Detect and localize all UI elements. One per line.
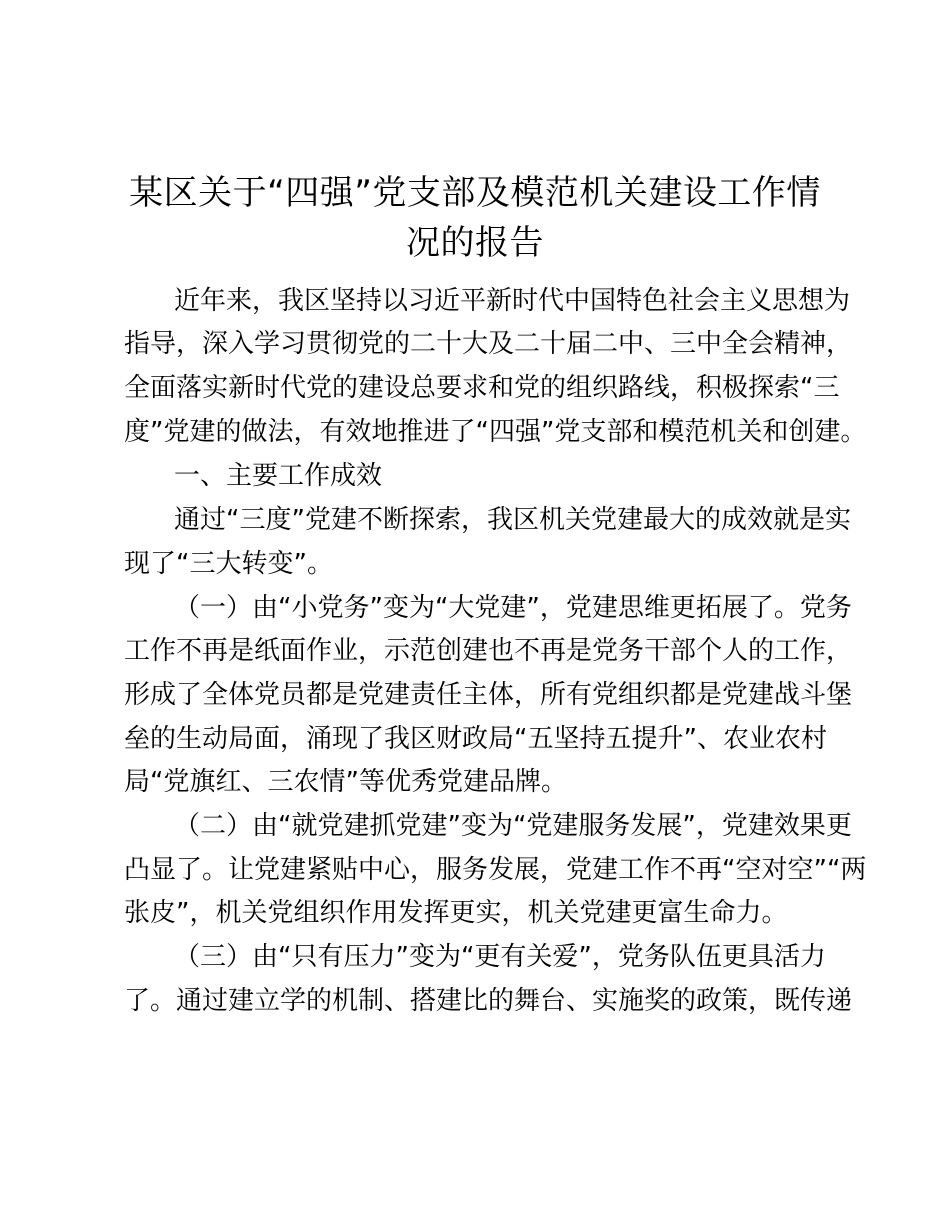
body-line: 垒的生动局面，涌现了我区财政局“五坚持五提升”、农业农村 (124, 724, 827, 754)
body-line: 度”党建的做法，有效地推进了“四强”党支部和模范机关和创建。 (124, 417, 867, 447)
body-line: 局“党旗红、三农情”等优秀党建品牌。 (124, 767, 567, 797)
title-line-2: 况的报告 (406, 223, 544, 263)
body-line: 通过“三度”党建不断探索，我区机关党建最大的成效就是实 (174, 505, 851, 535)
body-line: 工作不再是纸面作业，示范创建也不再是党务干部个人的工作， (124, 636, 853, 666)
body-line: 凸显了。让党建紧贴中心，服务发展，党建工作不再“空对空”“两 (124, 855, 867, 885)
body-line: 了。通过建立学的机制、搭建比的舞台、实施奖的政策，既传递 (124, 986, 853, 1016)
body-line: （二）由“就党建抓党建”变为“党建服务发展”，党建效果更 (174, 811, 852, 841)
section-heading: 一、主要工作成效 (174, 461, 383, 491)
body-line: 近年来，我区坚持以习近平新时代中国特色社会主义思想为 (174, 286, 851, 316)
body-line: （三）由“只有压力”变为“更有关爱”，党务队伍更具活力 (174, 942, 826, 972)
body-line: 全面落实新时代党的建设总要求和党的组织路线，积极探索“三 (124, 373, 840, 403)
body-line: （一）由“小党务”变为“大党建”，党建思维更拓展了。党务 (174, 593, 852, 623)
title-line-1: 某区关于“四强”党支部及模范机关建设工作情 (129, 173, 821, 213)
body-line: 形成了全体党员都是党建责任主体，所有党组织都是党建战斗堡 (124, 680, 853, 710)
body-line: 张皮”，机关党组织作用发挥更实，机关党建更富生命力。 (124, 898, 788, 928)
body-line: 指导，深入学习贯彻党的二十大及二十届二中、三中全会精神， (124, 329, 853, 359)
body-line: 现了“三大转变”。 (124, 549, 333, 579)
document-title (115, 168, 835, 268)
